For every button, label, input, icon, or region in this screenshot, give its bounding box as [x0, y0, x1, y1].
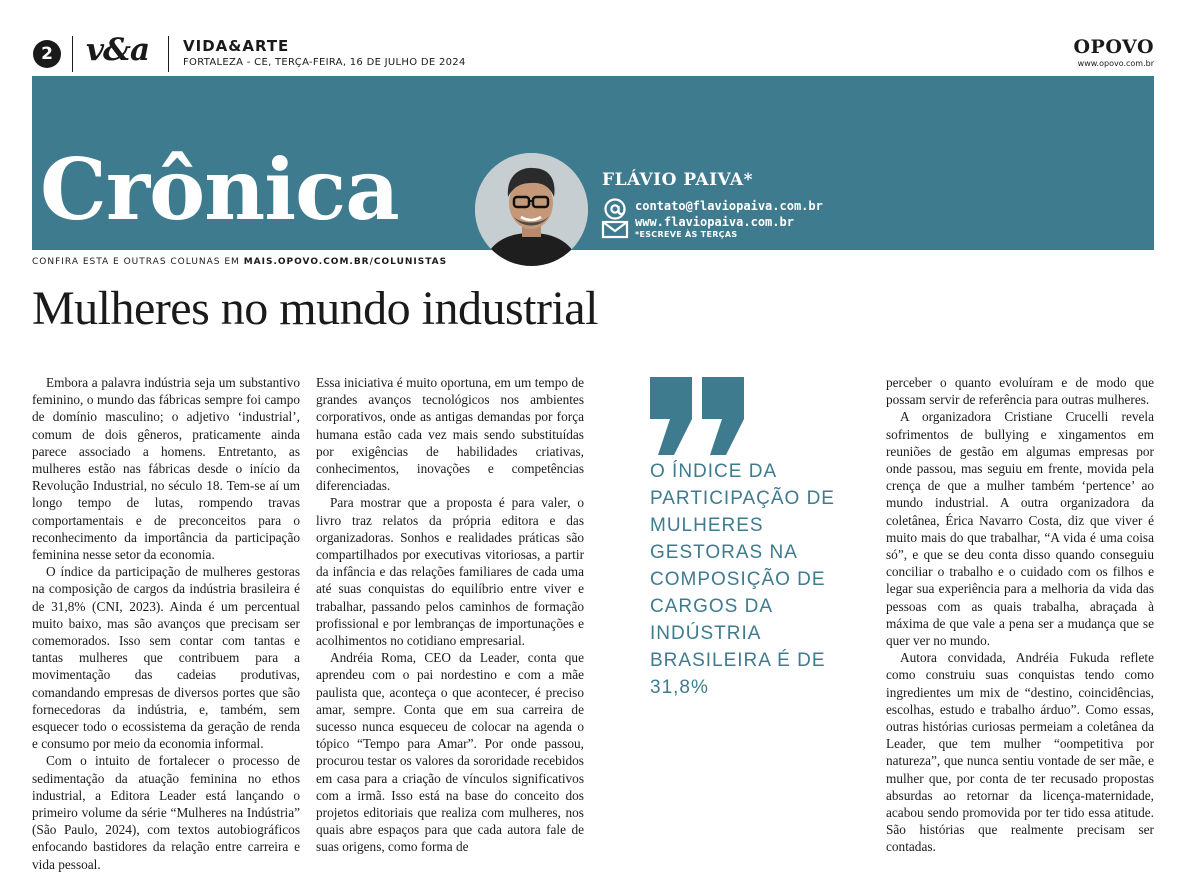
pull-quote: O ÍNDICE DA PARTICIPAÇÃO DE MULHERES GESTORAS NA COMPOSIÇÃO DE CARGOS DA INDÚSTRIA BRASILEIRA É DE 31,8% [650, 461, 835, 698]
author-email[interactable]: contato@flaviopaiva.com.br [635, 199, 823, 213]
article-column-2 [316, 374, 584, 856]
paragraph: Com o intuito de fortalecer o processo de sedimentação da atuação feminina no ethos industrial, a Editora Leader está lançando o primeiro volume da série “Mulheres na Indústria” (São Paulo, 2024), com textos autobiográficos enfocando bastidores da relação entre carreira e vida pessoal. [32, 753, 300, 872]
paragraph: Essa iniciativa é muito oportuna, em um tempo de grandes avanços tecnológicos nos ambientes corporativos, onde as antigas demandas por força humana estão cada vez mais sendo substituídas por exigências de habilidades criativas, conhecimentos, inovações e competências diferenciadas. [316, 375, 584, 494]
contact-icons [601, 198, 631, 244]
brand-url[interactable]: www.opovo.com.br [1077, 59, 1154, 68]
page-number: 2 [33, 40, 61, 68]
article-column-4 [886, 374, 1154, 856]
promo-text: CONFIRA ESTA E OUTRAS COLUNAS EM [32, 257, 244, 267]
section-name: VIDA&ARTE [183, 37, 290, 55]
brand-logo: OPOVO [1073, 36, 1154, 58]
column-title: Crônica [40, 140, 399, 239]
author-name: FLÁVIO PAIVA* [602, 170, 753, 190]
quote-icon [650, 377, 746, 459]
schedule-note: *ESCREVE ÀS TERÇAS [635, 230, 738, 239]
author-photo [475, 153, 588, 266]
column-banner [32, 76, 1154, 250]
article-column-1 [32, 374, 300, 873]
promo-link[interactable]: MAIS.OPOVO.COM.BR/COLUNISTAS [243, 257, 448, 267]
paragraph: A organizadora Cristiane Crucelli revela sofrimentos de bullying e xingamentos em reuniões de gestão em algumas empresas por onde passou, mas seguiu em frente, movida pela crença de que a mulher também ‘pertence’ ao mundo industrial. A outra organizadora da coletânea, Érica Navarro Costa, diz que viver é muito mais do que trabalhar, “A vida é uma coisa só”, e que se deu conta disso quando conseguiu conciliar o trabalho e o cuidado com os filhos e legar sua experiência para a melhoria da vida das pessoas com as quais trabalha, abraçada à máxima de que vale a pena ser a mudança que se quer ver no mundo. [886, 409, 1154, 649]
author-website[interactable]: www.flaviopaiva.com.br [635, 215, 794, 229]
header-divider [168, 36, 169, 72]
article-headline: Mulheres no mundo industrial [32, 282, 598, 335]
dateline: FORTALEZA - CE, TERÇA-FEIRA, 16 DE JULHO DE 2024 [183, 57, 466, 68]
envelope-icon [603, 222, 627, 237]
paragraph: O índice da participação de mulheres gestoras na composição de cargos da indústria brasileira é de 31,8% (CNI, 2023). Ainda é um percentual muito baixo, mas são avanços que precisam ser comemorados. Isso sem contar com tantas e tantas mulheres que contribuem para a movimentação das cadeias produtivas, comandando empresas de diversos portes que são fornecedoras da indústria, e, também, sem esquecer todo o ecossistema da geração de renda e consumo por meio da economia informal. [32, 564, 300, 752]
paragraph: Autora convidada, Andréia Fukuda reflete como construiu suas conquistas tendo como ingredientes um mix de “destino, coincidências, escolhas, estudo e trabalho árduo”. Como essas, outras histórias curiosas permeiam a coletânea da Leader, que tem mulher “oompetitiva por natureza”, que nunca sentiu vontade de ser mãe, e mulher que, por conta de ter recusado propostas absurdas ao retornar da licença-maternidade, acabou sendo promovida por ter tido essa atitude. São histórias que realmente precisam ser contadas. [886, 650, 1154, 855]
paragraph: Embora a palavra indústria seja um substantivo feminino, o mundo das fábricas sempre foi campo de domínio masculino; o adjetivo ‘industrial’, comum de dois gêneros, praticamente ainda parece associado a homens. Entretanto, as mulheres estão nas fábricas desde o início da Revolução Industrial, no século 18. Tem-se aí um longo tempo de lutas, rompendo travas comportamentais e de preconceitos para o reconhecimento da importância da participação feminina nesse setor da economia. [32, 375, 300, 563]
paragraph: perceber o quanto evoluíram e de modo que possam servir de referência para outras mulheres. [886, 375, 1154, 408]
section-logo: v&a [86, 32, 150, 68]
paragraph: Andréia Roma, CEO da Leader, conta que aprendeu com o pai nordestino e com a mãe paulista que, aconteça o que acontecer, é preciso amar, sempre. Conta que em sua carreira de sucesso nunca esqueceu de colocar na agenda o tópico “Tempo para Amar”. Por onde passou, procurou testar os valores da sororidade recebidos em casa para a criação de vínculos significativos com a irmã. Isso está na base do conceito dos projetos editoriais que realiza com mulheres, nos quais abre espaços para que cada autora fale de suas origens, como forma de [316, 650, 584, 855]
header-divider [72, 36, 73, 72]
paragraph: Para mostrar que a proposta é para valer, o livro traz relatos da própria editora e das organizadoras. Sonhos e realidades práticas são compartilhados por executivas vitoriosas, a partir da infância e das relações familiares de cada uma até suas conquistas do equilíbrio entre viver e trabalhar, passando pelos caminhos de formação profissional e por lembranças de importunações e acolhimentos no cotidiano empresarial. [316, 495, 584, 649]
columnists-promo [32, 257, 447, 267]
at-icon [606, 200, 625, 219]
